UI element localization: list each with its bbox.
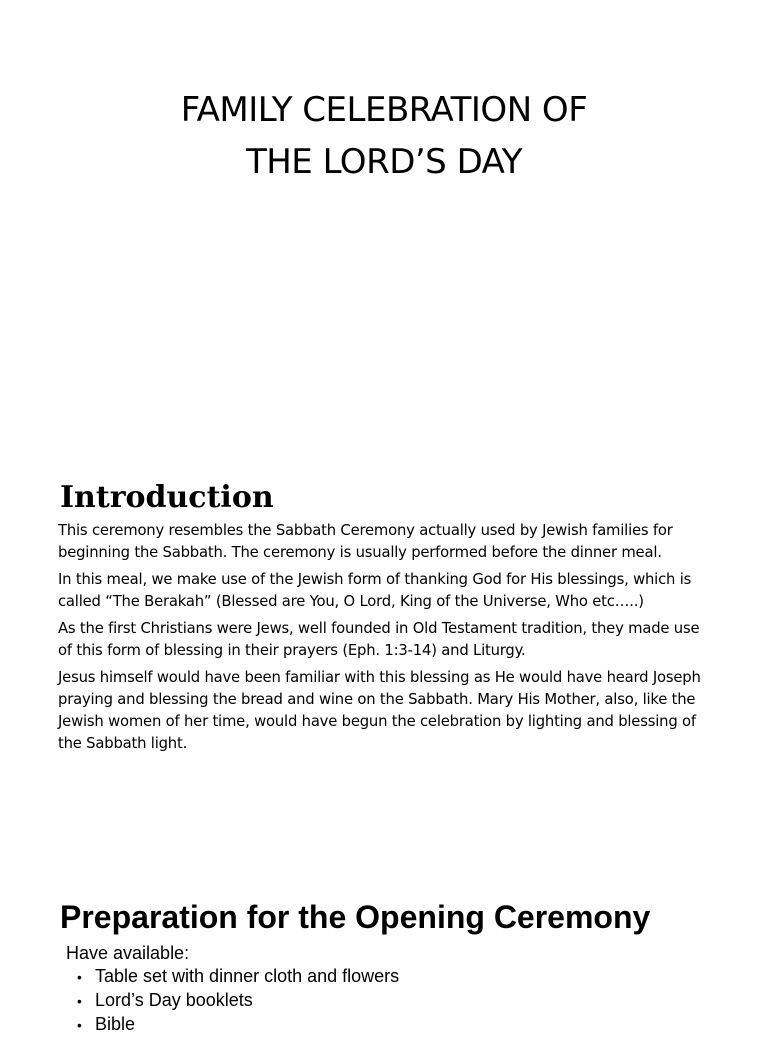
introduction-body bbox=[58, 520, 708, 760]
list-item bbox=[77, 988, 399, 1012]
preparation-list bbox=[77, 964, 399, 1036]
list-item bbox=[77, 964, 399, 988]
intro-paragraph-2: In this meal, we make use of the Jewish form of thanking God for His blessings, which is called “The Berakah” (Blessed are You, O Lord, King of the Universe, Who etc…..) bbox=[58, 571, 692, 610]
bullet-icon: • bbox=[77, 993, 82, 1009]
list-item-label: Table set with dinner cloth and flowers bbox=[95, 966, 400, 986]
list-item-label: Lord’s Day booklets bbox=[95, 990, 253, 1010]
introduction-heading: Introduction bbox=[60, 480, 274, 515]
bullet-icon: • bbox=[77, 1017, 82, 1033]
preparation-slide bbox=[0, 890, 768, 1034]
list-item bbox=[77, 1012, 399, 1036]
title-slide bbox=[0, 0, 768, 460]
intro-paragraph-1: This ceremony resembles the Sabbath Ceremony actually used by Jewish families for beginning the Sabbath. The ceremony is usually performed before the dinner meal. bbox=[58, 522, 673, 561]
intro-paragraph-3: As the first Christians were Jews, well founded in Old Testament tradition, they made use of this form of blessing in their prayers (Eph. 1:3-14) and Liturgy. bbox=[58, 620, 700, 659]
intro-paragraph-4: Jesus himself would have been familiar with this blessing as He would have heard Joseph praying and blessing the bread and wine on the Sabbath. Mary His Mother, also, like the Jewish women of her time, would have begun the celebration by lighting and blessing of the Sabbath light. bbox=[58, 669, 701, 752]
preparation-heading: Preparation for the Opening Ceremony bbox=[60, 899, 651, 935]
document-title-line-2: THE LORD’S DAY bbox=[245, 142, 523, 182]
document-title-line-1: FAMILY CELEBRATION OF bbox=[180, 90, 588, 130]
bullet-icon: • bbox=[77, 969, 82, 985]
have-available-label: Have available: bbox=[66, 943, 190, 963]
list-item-label: Bible bbox=[95, 1014, 136, 1034]
introduction-slide bbox=[0, 470, 768, 850]
